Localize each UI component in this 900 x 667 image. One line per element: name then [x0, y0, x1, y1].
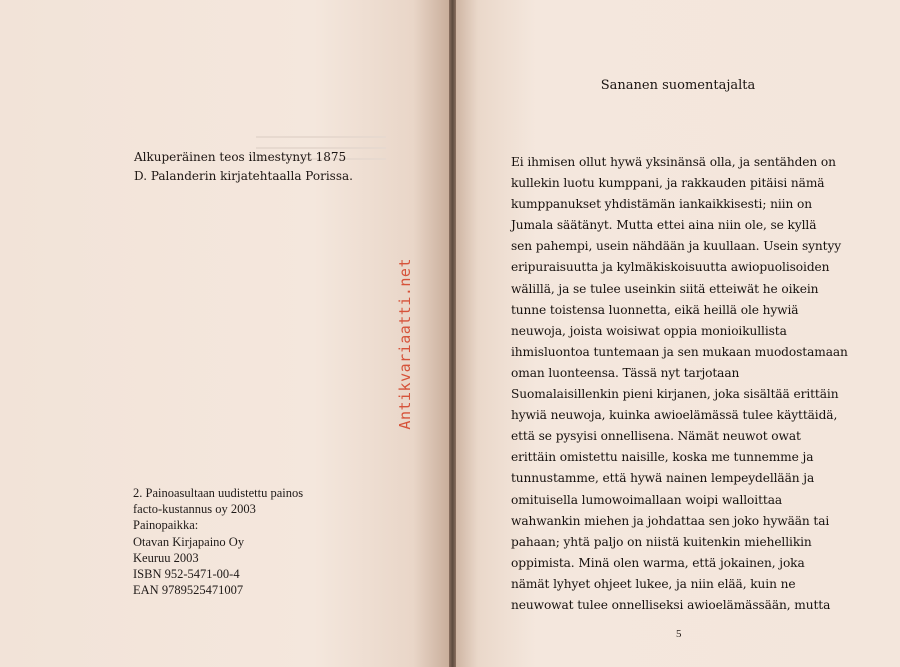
body-line: hywiä neuwoja, kuinka awioelämässä tulee käyttäidä, — [511, 408, 838, 423]
body-line: kullekin luotu kumppani, ja rakkauden pitäisi nämä — [511, 176, 825, 191]
body-line: tunnustamme, että hywä nainen lempeydellään ja — [511, 471, 815, 486]
body-line: eripuraisuutta ja kylmäkiskoisuutta awiopuolisoiden — [511, 260, 830, 275]
body-line: Suomalaisillenkin pieni kirjanen, joka sisältää erittäin — [511, 387, 839, 402]
body-line: neuwowat tulee onnelliseksi awioelämässään, mutta — [511, 597, 831, 612]
colophon — [133, 485, 363, 598]
note-line: D. Palanderin kirjatehtaalla Porissa. — [134, 169, 353, 183]
page-number: 5 — [676, 628, 682, 640]
body-line: erittäin omistettu naisille, koska me tunnemme ja — [511, 450, 814, 465]
body-line: oppimista. Minä olen warma, että jokainen, joka — [511, 555, 805, 570]
preface-title: Sananen suomentajalta — [600, 78, 756, 93]
body-line: kumppanukset yhdistämän iankaikkisesti; niin on — [511, 197, 812, 212]
watermark: Antikvariaatti.net — [396, 258, 414, 430]
book-gutter — [449, 0, 456, 667]
bleed-through-text — [236, 104, 356, 126]
colophon-line: Keuruu 2003 — [133, 550, 199, 565]
original-publication-note — [134, 148, 384, 186]
body-line: nämät lyhyet ohjeet lukee, ja niin elää, kuin ne — [511, 576, 796, 591]
colophon-line: Painopaikka: — [133, 518, 199, 533]
colophon-line: EAN 9789525471007 — [133, 583, 244, 598]
body-line: tunne toistensa luonnetta, eikä heillä ole hywiä — [511, 302, 799, 317]
body-line: wahwankin miehen ja johdattaa sen joko hywään tai — [511, 513, 830, 528]
colophon-line: Otavan Kirjapaino Oy — [133, 534, 245, 549]
body-line: sen pahempi, usein nähdään ja kuullaan. Usein syntyy — [511, 239, 842, 254]
note-line: Alkuperäinen teos ilmestynyt 1875 — [134, 150, 347, 164]
body-line: oman luonteensa. Tässä nyt tarjotaan — [511, 365, 740, 380]
body-line: että se pysyisi onnellisena. Nämät neuwot owat — [511, 429, 801, 444]
colophon-line: 2. Painoasultaan uudistettu painos — [133, 486, 304, 500]
body-line: pahaan; yhtä paljo on niistä kuitenkin miehellikin — [511, 534, 812, 549]
colophon-line: facto-kustannus oy 2003 — [133, 502, 256, 517]
body-line: Ei ihmisen ollut hywä yksinänsä olla, ja sentähden on — [511, 155, 836, 169]
preface-body — [511, 152, 861, 616]
body-line: omituisella lumowoimallaan woipi walloittaa — [511, 492, 783, 507]
body-line: wälillä, ja se tulee useinkin siitä etteiwät he oikein — [511, 281, 819, 296]
colophon-line: ISBN 952-5471-00-4 — [133, 567, 240, 582]
left-page — [0, 0, 449, 667]
body-line: ihmisluontoa tuntemaan ja sen mukaan muodostamaan — [511, 344, 848, 359]
body-line: Jumala säätänyt. Mutta ettei aina niin ole, se kyllä — [511, 218, 817, 233]
body-line: neuwoja, joista woisiwat oppia monioikullista — [511, 323, 787, 338]
